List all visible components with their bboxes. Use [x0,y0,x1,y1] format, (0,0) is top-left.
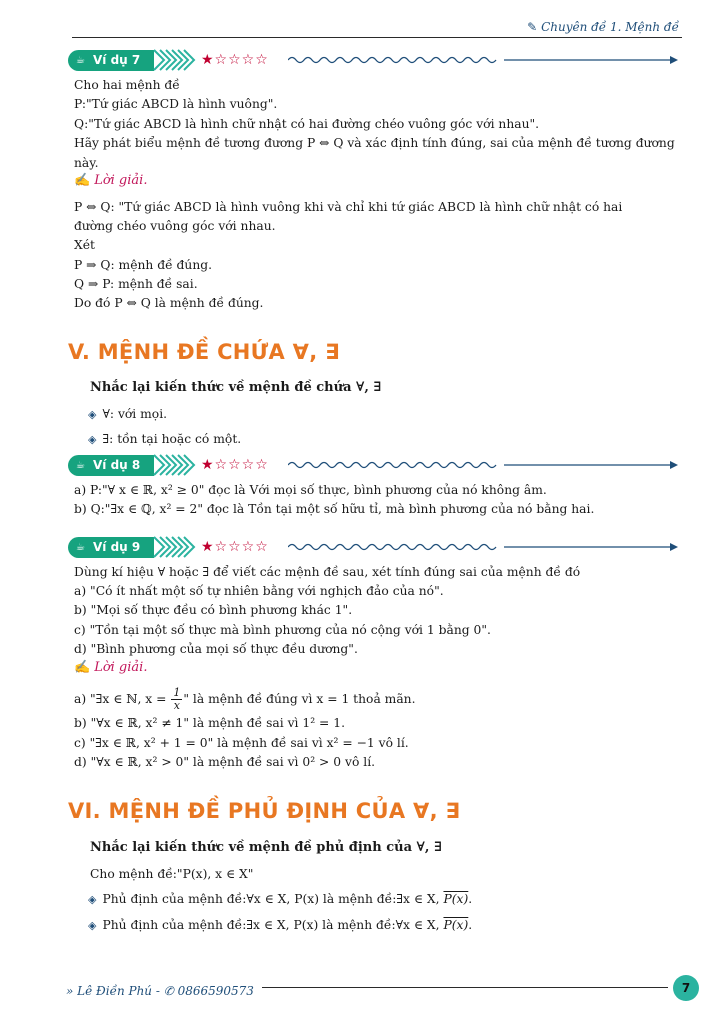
ex9-item-c: c) "Tồn tại một số thực mà bình phương của nó cộng với 1 bằng 0". [74,623,491,637]
section-vi-bullet-1 [88,892,472,906]
ex7-task-line1: Hãy phát biểu mệnh đề tương đương P ⇔ Q và xác định tính đúng, sai của mệnh đề tương đương [74,136,675,150]
bullet-text: Phủ định của mệnh đề:∃x ∈ X, P(x) là mệnh đề:∀x ∈ X, [102,918,444,932]
difficulty-stars: ★☆☆☆☆ [201,457,269,473]
example-badge [68,50,154,71]
ex7-proposition-p: P:"Tứ giác ABCD là hình vuông". [74,97,278,111]
footer-rule [262,987,668,988]
negation-overline: P(x) [443,918,469,932]
ex7-solution-line5: Q ⇒ P: mệnh đề sai. [74,277,198,291]
coffee-cup-icon: ☕ [76,460,85,471]
edit-icon: ✎ [527,20,538,34]
solution-a-end: " là mệnh đề đúng vì x = 1 thoả mãn. [183,692,416,706]
ex7-solution-line1: P ⇔ Q: "Tứ giác ABCD là hình vuông khi và chỉ khi tứ giác ABCD là hình chữ nhật có hai [74,200,623,214]
diamond-bullet-icon: ◈ [88,919,97,932]
ex9-solution-b: b) "∀x ∈ ℝ, x² ≠ 1" là mệnh đề sai vì 1² = 1. [74,716,346,730]
section-v-title: V. MỆNH ĐỀ CHỨA ∀, ∃ [68,340,340,364]
ex7-solution-line6: Do đó P ⇔ Q là mệnh đề đúng. [74,296,264,310]
ex9-item-a: a) "Có ít nhất một số tự nhiên bằng với nghịch đảo của nó". [74,584,444,598]
section-v-bullet-1 [88,407,167,421]
ex7-solution-heading [74,173,147,188]
chevron-stripes-icon [152,49,202,71]
bullet-text: Phủ định của mệnh đề:∀x ∈ X, P(x) là mệnh đề:∃x ∈ X, [102,892,444,906]
bullet-end: . [468,892,473,906]
difficulty-stars: ★☆☆☆☆ [201,539,269,555]
solution-label: Lời giải. [94,660,148,675]
fraction-one-over-x [171,687,182,712]
negation-overline: P(x) [443,892,469,906]
fraction-numerator: 1 [173,686,181,699]
ex7-intro: Cho hai mệnh đề [74,78,180,92]
ex9-solution-a [74,684,416,714]
ex7-solution-line4: P ⇒ Q: mệnh đề đúng. [74,258,213,272]
bullet-text: ∀: với mọi. [102,407,168,421]
ex9-item-d: d) "Bình phương của mọi số thực đều dương". [74,642,358,656]
section-vi-intro: Cho mệnh đề:"P(x), x ∈ X" [90,867,254,881]
wavy-arrow-line [288,458,680,472]
diamond-bullet-icon: ◈ [88,893,97,906]
example-9-banner [68,536,680,558]
wavy-arrow-line [288,540,680,554]
example-label: Ví dụ 9 [93,540,141,554]
example-label: Ví dụ 8 [93,458,141,472]
solution-label: Lời giải. [94,173,148,188]
ex7-proposition-q: Q:"Tứ giác ABCD là hình chữ nhật có hai đường chéo vuông góc với nhau". [74,117,540,131]
difficulty-stars: ★☆☆☆☆ [201,52,269,68]
diamond-bullet-icon: ◈ [88,433,97,446]
ex7-task-line2: này. [74,156,99,170]
section-vi-title: VI. MỆNH ĐỀ PHỦ ĐỊNH CỦA ∀, ∃ [68,799,461,823]
bullet-text: ∃: tồn tại hoặc có một. [102,432,242,446]
example-badge [68,537,154,558]
ex9-item-b: b) "Mọi số thực đều có bình phương khác 1". [74,603,353,617]
coffee-cup-icon: ☕ [76,55,85,66]
section-vi-bullet-2 [88,918,472,932]
footer-author: » Lê Điền Phú - ✆ 0866590573 [66,984,254,998]
header-rule [72,37,682,38]
page-number-badge: 7 [673,975,699,1001]
ex9-intro: Dùng kí hiệu ∀ hoặc ∃ để viết các mệnh đề sau, xét tính đúng sai của mệnh đề đó [74,565,581,579]
ex7-solution-line2: đường chéo vuông góc với nhau. [74,219,276,233]
wavy-arrow-line [288,53,680,67]
coffee-cup-icon: ☕ [76,542,85,553]
example-7-banner [68,49,680,71]
chevron-stripes-icon [152,536,202,558]
header-chapter-title [527,20,679,34]
chevron-stripes-icon [152,454,202,476]
header-title-text: Chuyên đề 1. Mệnh đề [541,20,679,34]
ex8-item-a: a) P:"∀ x ∈ ℝ, x² ≥ 0" đọc là Với mọi số thực, bình phương của nó không âm. [74,483,547,497]
example-badge [68,455,154,476]
fraction-denominator: x [173,699,180,712]
ex7-solution-line3: Xét [74,238,95,252]
pencil-icon: ✍ [74,173,91,188]
section-v-bullet-2 [88,432,241,446]
diamond-bullet-icon: ◈ [88,408,97,421]
ex9-solution-d: d) "∀x ∈ ℝ, x² > 0" là mệnh đề sai vì 0² > 0 vô lí. [74,755,376,769]
example-8-banner [68,454,680,476]
pencil-icon: ✍ [74,660,91,675]
section-vi-subtitle: Nhắc lại kiến thức về mệnh đề phủ định của ∀, ∃ [90,840,442,855]
ex8-item-b: b) Q:"∃x ∈ ℚ, x² = 2" đọc là Tồn tại một số hữu tỉ, mà bình phương của nó bằng hai. [74,502,595,516]
example-label: Ví dụ 7 [93,53,141,67]
section-v-subtitle: Nhắc lại kiến thức về mệnh đề chứa ∀, ∃ [90,380,382,395]
ex9-solution-c: c) "∃x ∈ ℝ, x² + 1 = 0" là mệnh đề sai vì x² = −1 vô lí. [74,736,409,750]
solution-a-start: a) "∃x ∈ ℕ, x = [74,692,171,706]
ex9-solution-heading [74,660,147,675]
bullet-end: . [468,918,473,932]
